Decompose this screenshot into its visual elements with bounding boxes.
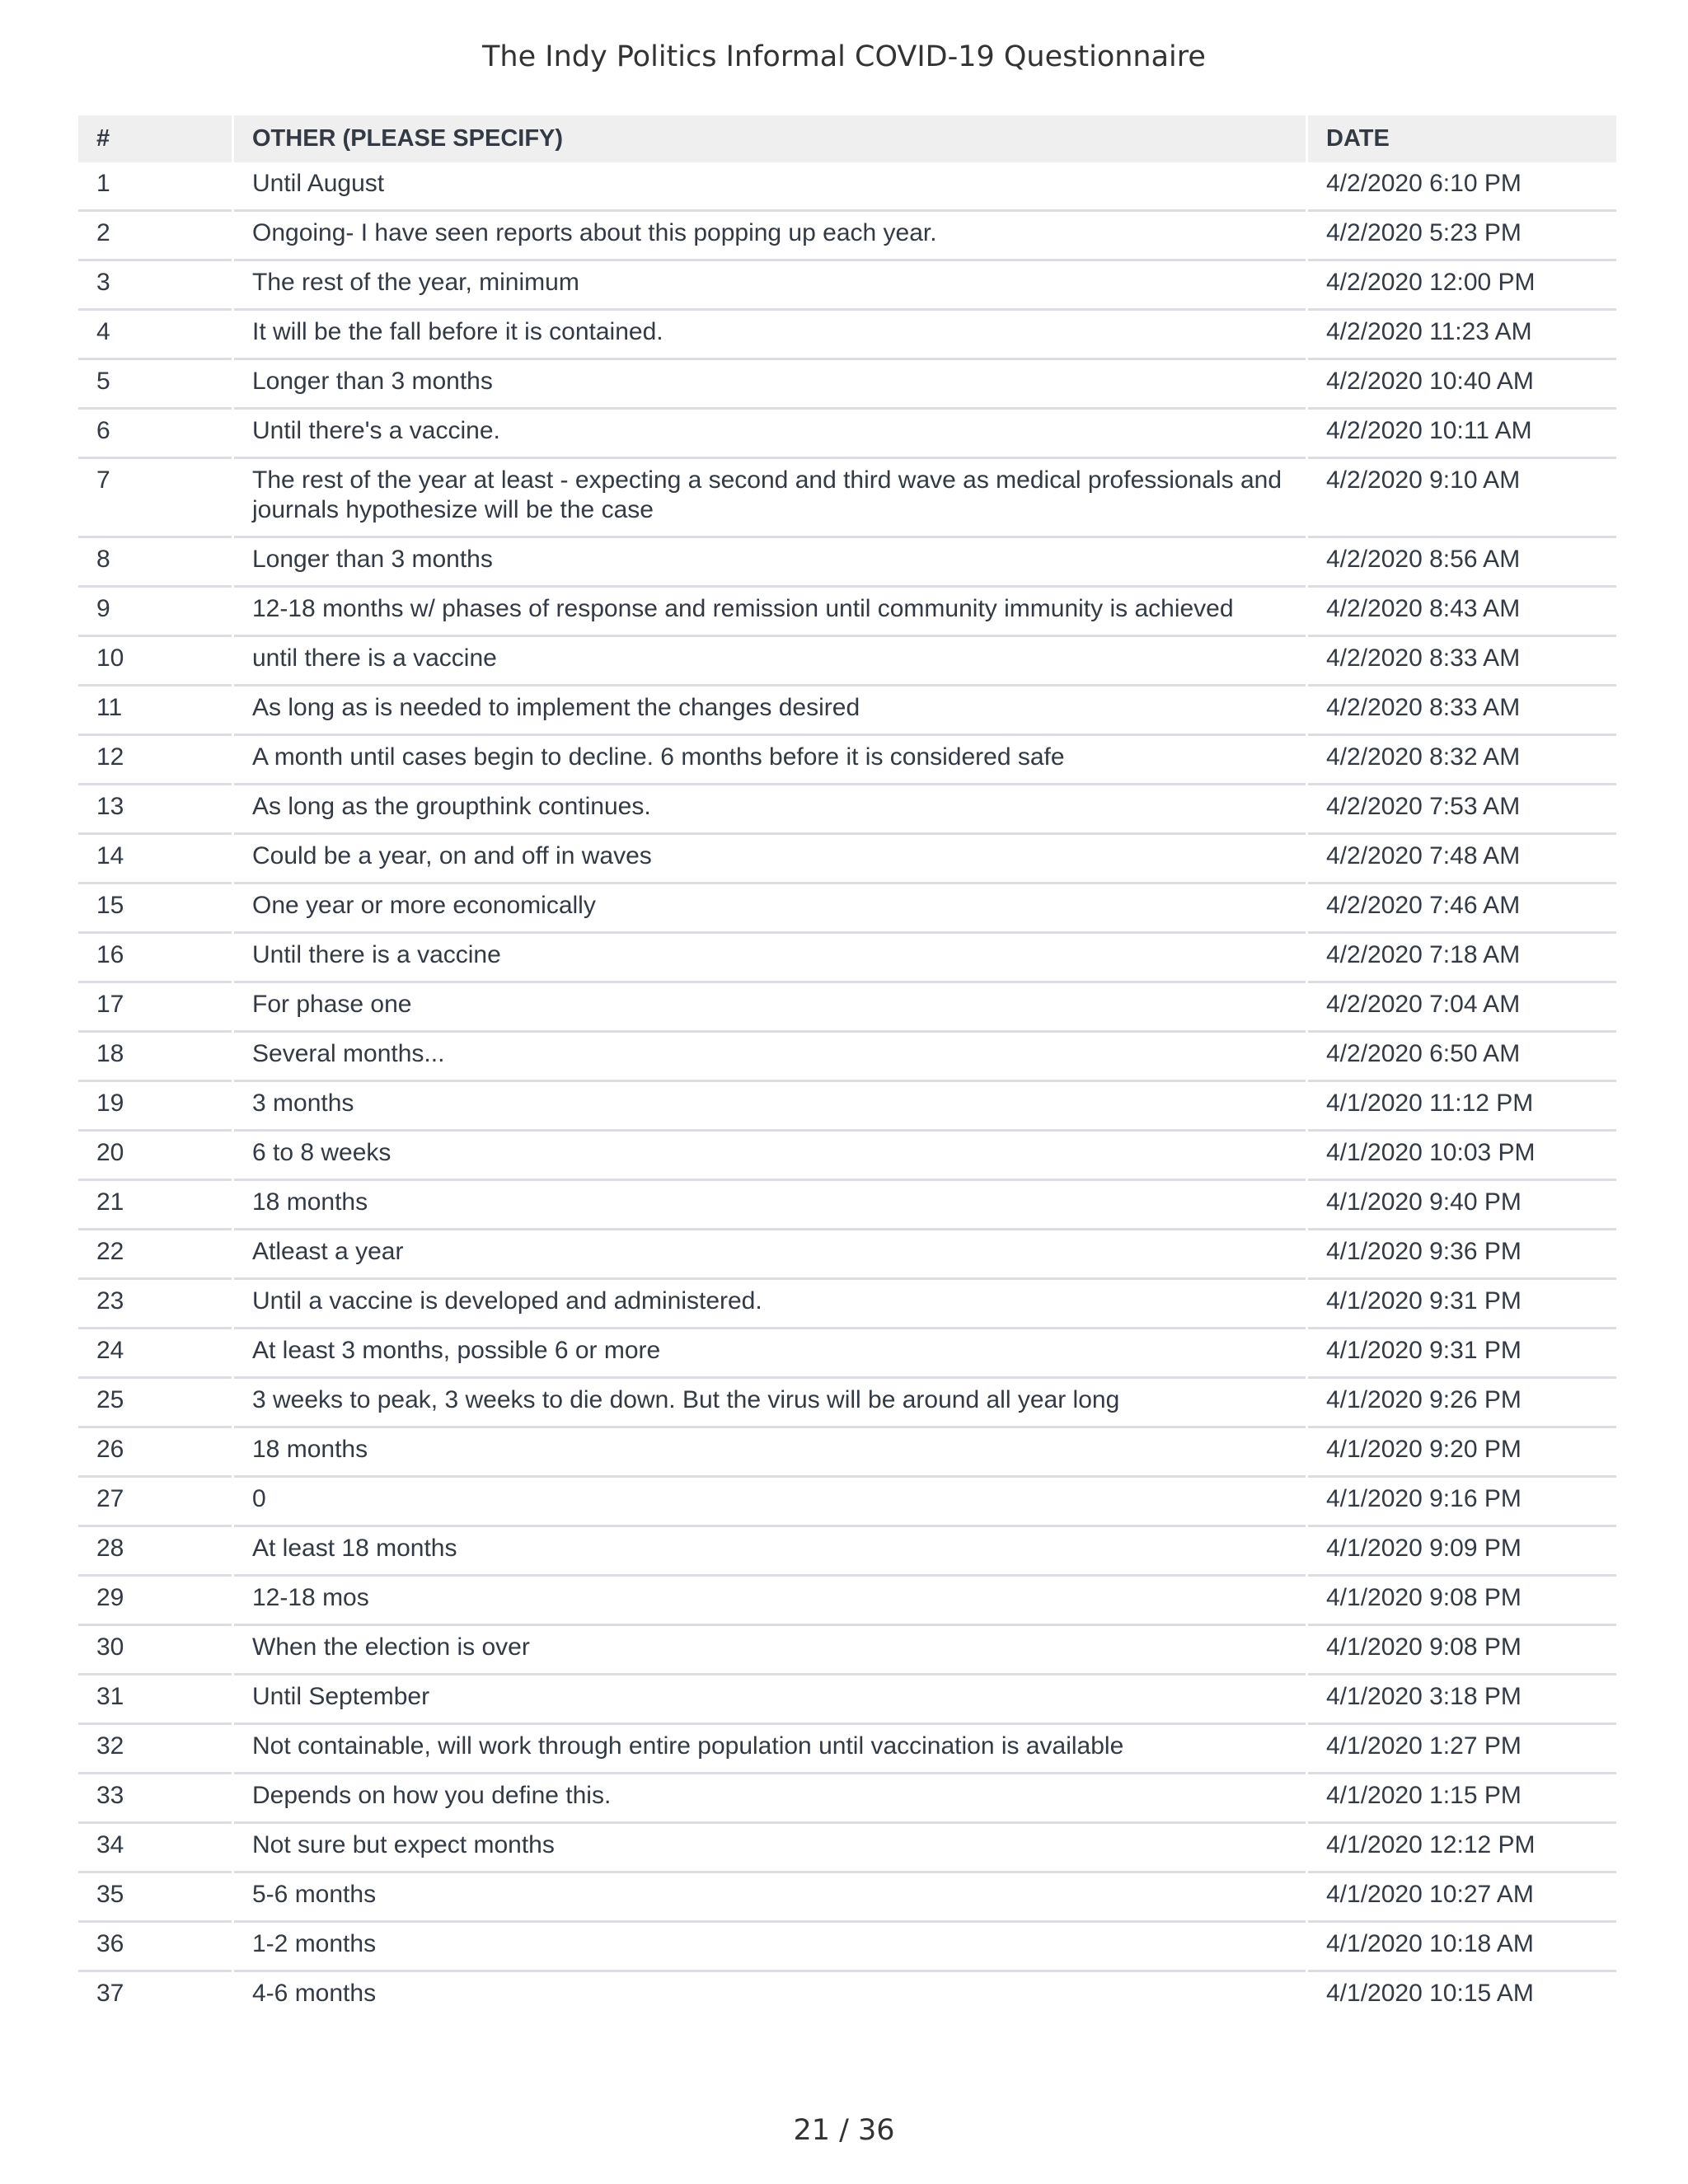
row-number-cell: 6 (78, 410, 232, 459)
row-number-cell: 28 (78, 1527, 232, 1577)
row-number-cell: 14 (78, 835, 232, 884)
response-text-cell: As long as is needed to implement the changes desired (234, 687, 1306, 736)
response-text-cell: 1-2 months (234, 1923, 1306, 1972)
table-row (78, 785, 1616, 835)
table-row (78, 1873, 1616, 1923)
date-cell: 4/1/2020 9:26 PM (1308, 1379, 1616, 1428)
date-cell: 4/1/2020 10:15 AM (1308, 1972, 1616, 2019)
table-row (78, 1626, 1616, 1675)
date-cell: 4/1/2020 9:16 PM (1308, 1478, 1616, 1527)
response-text-cell: Depends on how you define this. (234, 1774, 1306, 1824)
table-row (78, 983, 1616, 1033)
date-cell: 4/2/2020 8:32 AM (1308, 736, 1616, 785)
date-cell: 4/1/2020 9:31 PM (1308, 1280, 1616, 1329)
table-header (78, 115, 1616, 162)
row-number-cell: 2 (78, 212, 232, 261)
table-row (78, 1082, 1616, 1132)
row-number-cell: 5 (78, 360, 232, 410)
response-text-cell: 3 weeks to peak, 3 weeks to die down. But the virus will be around all year long (234, 1379, 1306, 1428)
table-row (78, 261, 1616, 311)
table-row (78, 1527, 1616, 1577)
date-cell: 4/2/2020 7:53 AM (1308, 785, 1616, 835)
response-text-cell: As long as the groupthink continues. (234, 785, 1306, 835)
response-text-cell: A month until cases begin to decline. 6 months before it is considered safe (234, 736, 1306, 785)
response-text-cell: Until there's a vaccine. (234, 410, 1306, 459)
response-text-cell: 0 (234, 1478, 1306, 1527)
table-row (78, 1972, 1616, 2019)
table-header-row (78, 115, 1616, 162)
row-number-cell: 27 (78, 1478, 232, 1527)
table-row (78, 637, 1616, 687)
row-number-cell: 8 (78, 538, 232, 588)
row-number-cell: 33 (78, 1774, 232, 1824)
date-cell: 4/2/2020 12:00 PM (1308, 261, 1616, 311)
date-cell: 4/1/2020 9:40 PM (1308, 1181, 1616, 1230)
response-text-cell: 3 months (234, 1082, 1306, 1132)
response-text-cell: Until a vaccine is developed and administered. (234, 1280, 1306, 1329)
table-row (78, 1181, 1616, 1230)
table-row (78, 1033, 1616, 1082)
date-cell: 4/1/2020 1:15 PM (1308, 1774, 1616, 1824)
row-number-cell: 25 (78, 1379, 232, 1428)
response-text-cell: At least 18 months (234, 1527, 1306, 1577)
row-number-cell: 10 (78, 637, 232, 687)
date-cell: 4/1/2020 1:27 PM (1308, 1725, 1616, 1774)
table-row (78, 1675, 1616, 1725)
response-text-cell: Until there is a vaccine (234, 934, 1306, 983)
date-cell: 4/1/2020 10:27 AM (1308, 1873, 1616, 1923)
table-row (78, 1824, 1616, 1873)
date-cell: 4/2/2020 8:33 AM (1308, 637, 1616, 687)
row-number-cell: 3 (78, 261, 232, 311)
row-number-cell: 32 (78, 1725, 232, 1774)
date-cell: 4/2/2020 5:23 PM (1308, 212, 1616, 261)
row-number-cell: 29 (78, 1577, 232, 1626)
column-header-date: DATE (1308, 115, 1616, 162)
response-text-cell: Not sure but expect months (234, 1824, 1306, 1873)
column-header-number: # (78, 115, 232, 162)
page-title: The Indy Politics Informal COVID-19 Questionnaire (482, 40, 1206, 73)
row-number-cell: 11 (78, 687, 232, 736)
table-body (78, 162, 1616, 2019)
table-row (78, 410, 1616, 459)
row-number-cell: 21 (78, 1181, 232, 1230)
response-text-cell: Longer than 3 months (234, 360, 1306, 410)
date-cell: 4/1/2020 3:18 PM (1308, 1675, 1616, 1725)
table-row (78, 1379, 1616, 1428)
row-number-cell: 16 (78, 934, 232, 983)
table-row (78, 1478, 1616, 1527)
date-cell: 4/2/2020 7:04 AM (1308, 983, 1616, 1033)
table-row (78, 934, 1616, 983)
response-text-cell: 6 to 8 weeks (234, 1132, 1306, 1181)
date-cell: 4/2/2020 9:10 AM (1308, 459, 1616, 538)
table-row (78, 588, 1616, 637)
table-row (78, 835, 1616, 884)
table-row (78, 736, 1616, 785)
row-number-cell: 23 (78, 1280, 232, 1329)
date-cell: 4/1/2020 11:12 PM (1308, 1082, 1616, 1132)
table-row (78, 212, 1616, 261)
table-row (78, 162, 1616, 212)
row-number-cell: 9 (78, 588, 232, 637)
response-text-cell: 18 months (234, 1181, 1306, 1230)
table-row (78, 1230, 1616, 1280)
row-number-cell: 18 (78, 1033, 232, 1082)
row-number-cell: 37 (78, 1972, 232, 2019)
table-row (78, 687, 1616, 736)
date-cell: 4/2/2020 6:50 AM (1308, 1033, 1616, 1082)
response-text-cell: It will be the fall before it is contained. (234, 311, 1306, 360)
response-text-cell: Could be a year, on and off in waves (234, 835, 1306, 884)
table-row (78, 459, 1616, 538)
response-text-cell: Atleast a year (234, 1230, 1306, 1280)
response-text-cell: Longer than 3 months (234, 538, 1306, 588)
row-number-cell: 26 (78, 1428, 232, 1478)
row-number-cell: 24 (78, 1329, 232, 1379)
response-text-cell: Until August (234, 162, 1306, 212)
row-number-cell: 17 (78, 983, 232, 1033)
table-row (78, 1329, 1616, 1379)
row-number-cell: 4 (78, 311, 232, 360)
page-number: 21 / 36 (793, 2114, 895, 2147)
date-cell: 4/2/2020 10:40 AM (1308, 360, 1616, 410)
table-row (78, 1280, 1616, 1329)
date-cell: 4/1/2020 9:08 PM (1308, 1626, 1616, 1675)
column-header-other: OTHER (PLEASE SPECIFY) (234, 115, 1306, 162)
table-row (78, 1774, 1616, 1824)
response-text-cell: Not containable, will work through entire population until vaccination is available (234, 1725, 1306, 1774)
date-cell: 4/1/2020 9:31 PM (1308, 1329, 1616, 1379)
row-number-cell: 19 (78, 1082, 232, 1132)
row-number-cell: 36 (78, 1923, 232, 1972)
table-row (78, 1428, 1616, 1478)
response-text-cell: 12-18 mos (234, 1577, 1306, 1626)
table-row (78, 1923, 1616, 1972)
row-number-cell: 13 (78, 785, 232, 835)
table-row (78, 1132, 1616, 1181)
response-text-cell: 12-18 months w/ phases of response and remission until community immunity is achieved (234, 588, 1306, 637)
date-cell: 4/2/2020 7:46 AM (1308, 884, 1616, 934)
date-cell: 4/1/2020 10:03 PM (1308, 1132, 1616, 1181)
response-text-cell: Until September (234, 1675, 1306, 1725)
table-row (78, 538, 1616, 588)
date-cell: 4/1/2020 10:18 AM (1308, 1923, 1616, 1972)
row-number-cell: 12 (78, 736, 232, 785)
response-text-cell: 5-6 months (234, 1873, 1306, 1923)
date-cell: 4/2/2020 8:56 AM (1308, 538, 1616, 588)
response-text-cell: The rest of the year, minimum (234, 261, 1306, 311)
response-text-cell: until there is a vaccine (234, 637, 1306, 687)
row-number-cell: 7 (78, 459, 232, 538)
date-cell: 4/2/2020 7:48 AM (1308, 835, 1616, 884)
response-text-cell: When the election is over (234, 1626, 1306, 1675)
response-text-cell: 4-6 months (234, 1972, 1306, 2019)
table-row (78, 311, 1616, 360)
table-row (78, 360, 1616, 410)
date-cell: 4/2/2020 10:11 AM (1308, 410, 1616, 459)
responses-table (76, 115, 1619, 2019)
date-cell: 4/2/2020 8:33 AM (1308, 687, 1616, 736)
date-cell: 4/2/2020 6:10 PM (1308, 162, 1616, 212)
row-number-cell: 20 (78, 1132, 232, 1181)
table-row (78, 1725, 1616, 1774)
table-row (78, 884, 1616, 934)
row-number-cell: 15 (78, 884, 232, 934)
response-text-cell: Several months... (234, 1033, 1306, 1082)
row-number-cell: 30 (78, 1626, 232, 1675)
row-number-cell: 31 (78, 1675, 232, 1725)
row-number-cell: 1 (78, 162, 232, 212)
row-number-cell: 34 (78, 1824, 232, 1873)
table-row (78, 1577, 1616, 1626)
date-cell: 4/2/2020 7:18 AM (1308, 934, 1616, 983)
response-text-cell: 18 months (234, 1428, 1306, 1478)
response-text-cell: For phase one (234, 983, 1306, 1033)
date-cell: 4/2/2020 11:23 AM (1308, 311, 1616, 360)
response-text-cell: Ongoing- I have seen reports about this popping up each year. (234, 212, 1306, 261)
response-text-cell: At least 3 months, possible 6 or more (234, 1329, 1306, 1379)
response-text-cell: The rest of the year at least - expecting a second and third wave as medical professionals and journals hypothesize will be the case (234, 459, 1306, 538)
row-number-cell: 22 (78, 1230, 232, 1280)
date-cell: 4/1/2020 9:09 PM (1308, 1527, 1616, 1577)
row-number-cell: 35 (78, 1873, 232, 1923)
date-cell: 4/1/2020 9:08 PM (1308, 1577, 1616, 1626)
date-cell: 4/2/2020 8:43 AM (1308, 588, 1616, 637)
date-cell: 4/1/2020 9:20 PM (1308, 1428, 1616, 1478)
response-text-cell: One year or more economically (234, 884, 1306, 934)
date-cell: 4/1/2020 12:12 PM (1308, 1824, 1616, 1873)
date-cell: 4/1/2020 9:36 PM (1308, 1230, 1616, 1280)
